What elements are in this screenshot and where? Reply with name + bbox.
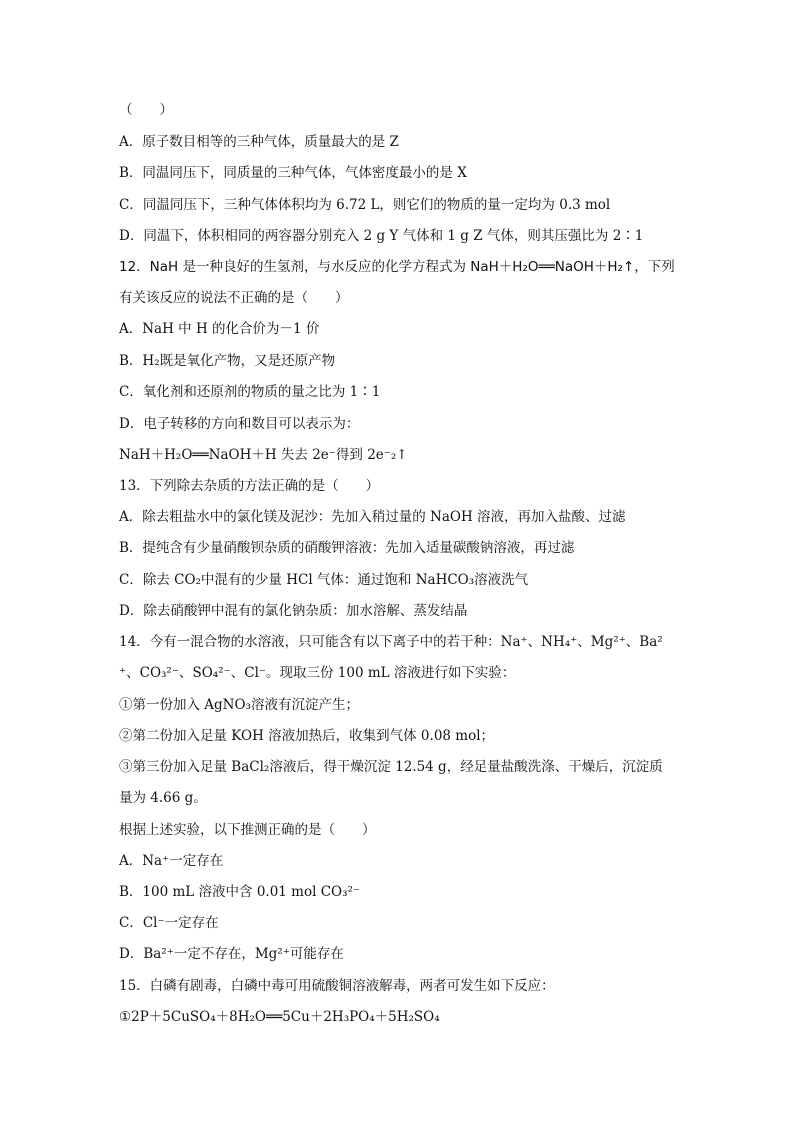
q12-stem-line1: 12．NaH 是一种良好的生氢剂，与水反应的化学方程式为 NaH＋H₂O══NaOH＋H₂↑，下列	[119, 259, 675, 275]
q12-equation: NaH＋H₂O══NaOH＋H 失去 2e⁻得到 2e⁻₂↑	[119, 447, 408, 463]
q11-option-b: B．同温同压下，同质量的三种气体，气体密度最小的是 X	[119, 165, 467, 181]
q11-option-a: A．原子数目相等的三种气体，质量最大的是 Z	[119, 134, 399, 150]
q11-option-c: C．同温同压下，三种气体体积均为 6.72 L，则它们的物质的量一定均为 0.3 mol	[119, 197, 611, 213]
q12-option-c: C．氧化剂和还原剂的物质的量之比为 1∶1	[119, 384, 381, 400]
q14-option-a: A．Na⁺一定存在	[119, 853, 224, 869]
q11-option-d: D．同温下，体积相同的两容器分别充入 2 g Y 气体和 1 g Z 气体，则其压强比为 2∶1	[119, 228, 644, 244]
q15-reaction-1: ①2P＋5CuSO₄＋8H₂O══5Cu＋2H₃PO₄＋5H₂SO₄	[119, 1009, 440, 1025]
q12-stem-line2: 有关该反应的说法不正确的是（ ）	[119, 290, 349, 306]
q14-question: 根据上述实验，以下推测正确的是（ ）	[119, 822, 376, 838]
q14-option-d: D．Ba²⁺一定不存在，Mg²⁺可能存在	[119, 946, 344, 962]
q13-stem: 13．下列除去杂质的方法正确的是（ ）	[119, 478, 380, 494]
q13-option-d: D．除去硝酸钾中混有的氯化钠杂质：加水溶解、蒸发结晶	[119, 603, 468, 619]
q14-step-3-line1: ③第三份加入足量 BaCl₂溶液后，得干燥沉淀 12.54 g，经足量盐酸洗涤、干燥后，沉淀质	[119, 759, 663, 775]
q12-option-a: A．NaH 中 H 的化合价为－1 价	[119, 321, 320, 337]
q12-option-b: B．H₂既是氧化产物，又是还原产物	[119, 353, 336, 369]
q14-stem-line1: 14．今有一混合物的水溶液，只可能含有以下离子中的若干种：Na⁺、NH₄⁺、Mg²⁺、Ba²	[119, 634, 663, 650]
q14-step-3-line2: 量为 4.66 g。	[119, 790, 207, 806]
q14-stem-line2: ⁺、CO₃²⁻、SO₄²⁻、Cl⁻。现取三份 100 mL 溶液进行如下实验：	[119, 665, 516, 681]
q13-option-b: B．提纯含有少量硝酸钡杂质的硝酸钾溶液：先加入适量碳酸钠溶液，再过滤	[119, 540, 575, 556]
q14-step-2: ②第二份加入足量 KOH 溶液加热后，收集到气体 0.08 mol；	[119, 728, 495, 744]
q13-option-a: A．除去粗盐水中的氯化镁及泥沙：先加入稍过量的 NaOH 溶液，再加入盐酸、过滤	[119, 509, 626, 525]
q14-option-b: B．100 mL 溶液中含 0.01 mol CO₃²⁻	[119, 884, 361, 900]
q12-option-d: D．电子转移的方向和数目可以表示为：	[119, 416, 360, 432]
q14-option-c: C．Cl⁻一定存在	[119, 915, 219, 931]
q15-stem: 15．白磷有剧毒，白磷中毒可用硫酸铜溶液解毒，两者可发生如下反应：	[119, 978, 555, 994]
answer-bracket: （ ）	[119, 102, 173, 118]
q13-option-c: C．除去 CO₂中混有的少量 HCl 气体：通过饱和 NaHCO₃溶液洗气	[119, 572, 529, 588]
q14-step-1: ①第一份加入 AgNO₃溶液有沉淀产生；	[119, 697, 359, 713]
